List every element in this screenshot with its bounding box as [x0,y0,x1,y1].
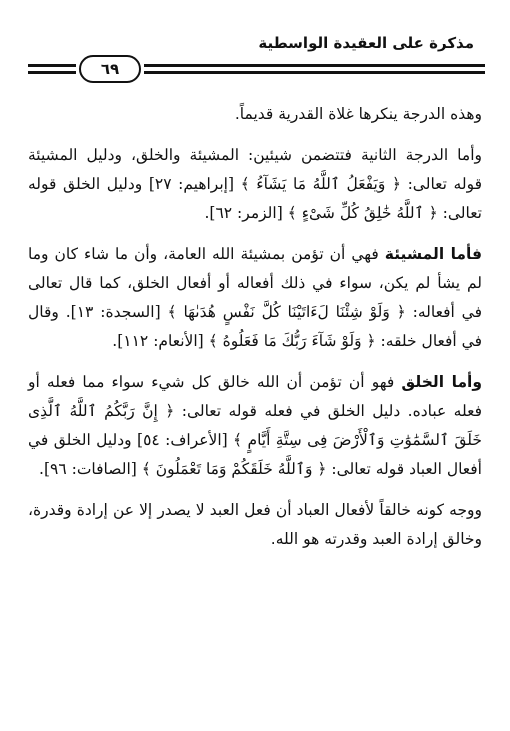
page-number [79,55,141,83]
paragraph-1 [28,100,482,129]
header-rule-right [144,64,485,74]
paragraph-3 [28,240,482,356]
paragraph-text: وهذه الدرجة ينكرها غلاة القدرية قديماً. [234,105,482,123]
header-rule-left [28,64,76,74]
book-title: مذكرة على العقيدة الواسطية [258,34,474,52]
page-header [0,0,510,90]
paragraph-2 [28,141,482,228]
paragraph-5 [28,496,482,554]
paragraph-lead: فأما المشيئة [384,245,482,263]
paragraph-text: فهو أن تؤمن أن الله خالق كل شيء سواء مما فعله أو فعله عباده. دليل الخلق في فعله قوله تعالى: ﴿ إِنَّ رَبَّكُمُ ٱللَّهُ ٱلَّذِى خَلَقَ ٱلسَّمَٰوَٰتِ وَٱلْأَرْضَ فِى سِتَّةِ أَيَّامٍ ﴾ [الأعراف: ٥٤] ودليل الخلق في أفعال العباد قوله تعالى: ﴿ وَٱللَّهُ خَلَقَكُمْ وَمَا تَعْمَلُونَ ﴾ [الصافات: ٩٦]. [28,373,482,478]
paragraph-4 [28,368,482,484]
paragraph-text: ووجه كونه خالقاً لأفعال العباد أن فعل العبد لا يصدر إلا عن إرادة وقدرة، وخالق إرادة العبد وقدرته هو الله. [28,501,482,548]
paragraph-text: فهي أن تؤمن بمشيئة الله العامة، وأن ما شاء كان وما لم يشأ لم يكن، سواء في ذلك أفعاله أو أفعال الخلق، كما قال تعالى في أفعاله: ﴿ وَلَوْ شِئْنَا لَءَاتَيْنَا كُلَّ نَفْسٍ هُدَىٰهَا ﴾ [السجدة: ١٣]. وقال في أفعال خلقه: ﴿ وَلَوْ شَآءَ رَبُّكَ مَا فَعَلُوهُ ﴾ [الأنعام: ١١٢]. [28,245,482,350]
paragraph-lead: وأما الخلق [401,373,482,391]
page-body [28,100,482,566]
page-number-text: ٦٩ [100,60,120,78]
paragraph-text: وأما الدرجة الثانية فتتضمن شيئين: المشيئة والخلق، ودليل المشيئة قوله تعالى: ﴿ وَيَفْعَلُ ٱللَّهُ مَا يَشَآءُ ﴾ [إبراهيم: ٢٧] ودليل الخلق قوله تعالى: ﴿ ٱللَّهُ خَٰلِقُ كُلِّ شَىْءٍ ﴾ [الزمر: ٦٢]. [28,146,482,222]
